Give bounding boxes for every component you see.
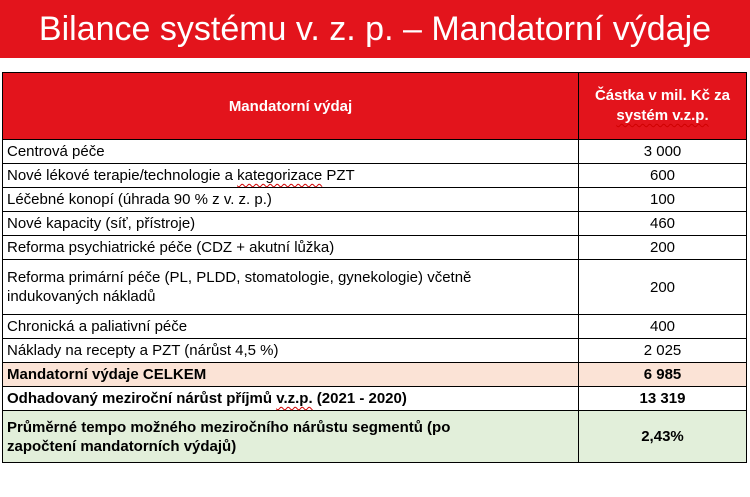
table-header-row	[3, 73, 747, 140]
row-value: 600	[579, 164, 747, 188]
average-row	[3, 411, 747, 463]
table-row	[3, 188, 747, 212]
table-row	[3, 260, 747, 315]
row-value: 100	[579, 188, 747, 212]
total-value: 6 985	[579, 363, 747, 387]
total-label: Mandatorní výdaje CELKEM	[3, 363, 579, 387]
row-label: Centrová péče	[3, 140, 579, 164]
total-row	[3, 363, 747, 387]
row-label: Nové lékové terapie/technologie a kategorizace PZT	[3, 164, 579, 188]
row-value: 400	[579, 315, 747, 339]
row-value: 2 025	[579, 339, 747, 363]
table-row	[3, 164, 747, 188]
growth-value: 13 319	[579, 387, 747, 411]
row-label: Reforma psychiatrické péče (CDZ + akutní lůžka)	[3, 236, 579, 260]
table-row	[3, 212, 747, 236]
average-label: Průměrné tempo možného meziročního nárůstu segmentů (po započtení mandatorních výdajů)	[3, 411, 579, 463]
row-value: 200	[579, 236, 747, 260]
mandatory-expenses-table	[2, 72, 747, 463]
growth-row	[3, 387, 747, 411]
row-value: 460	[579, 212, 747, 236]
table-row	[3, 140, 747, 164]
header-amount-line1: Částka v mil. Kč za	[594, 87, 731, 104]
row-label: Léčebné konopí (úhrada 90 % z v. z. p.)	[3, 188, 579, 212]
table-row	[3, 315, 747, 339]
growth-label: Odhadovaný meziroční nárůst příjmů v.z.p. (2021 - 2020)	[3, 387, 579, 411]
row-label: Nové kapacity (síť, přístroje)	[3, 212, 579, 236]
row-value: 3 000	[579, 140, 747, 164]
row-value: 200	[579, 260, 747, 315]
table-row	[3, 236, 747, 260]
slide-title: Bilance systému v. z. p. – Mandatorní výdaje	[0, 0, 750, 58]
table-row	[3, 339, 747, 363]
header-expense: Mandatorní výdaj	[3, 73, 579, 140]
header-amount-line2: systém v.z.p.	[616, 107, 709, 124]
header-amount	[579, 73, 747, 140]
row-label: Náklady na recepty a PZT (nárůst 4,5 %)	[3, 339, 579, 363]
average-value: 2,43%	[579, 411, 747, 463]
row-label: Chronická a paliativní péče	[3, 315, 579, 339]
row-label: Reforma primární péče (PL, PLDD, stomatologie, gynekologie) včetně indukovaných nákladů	[3, 260, 579, 315]
